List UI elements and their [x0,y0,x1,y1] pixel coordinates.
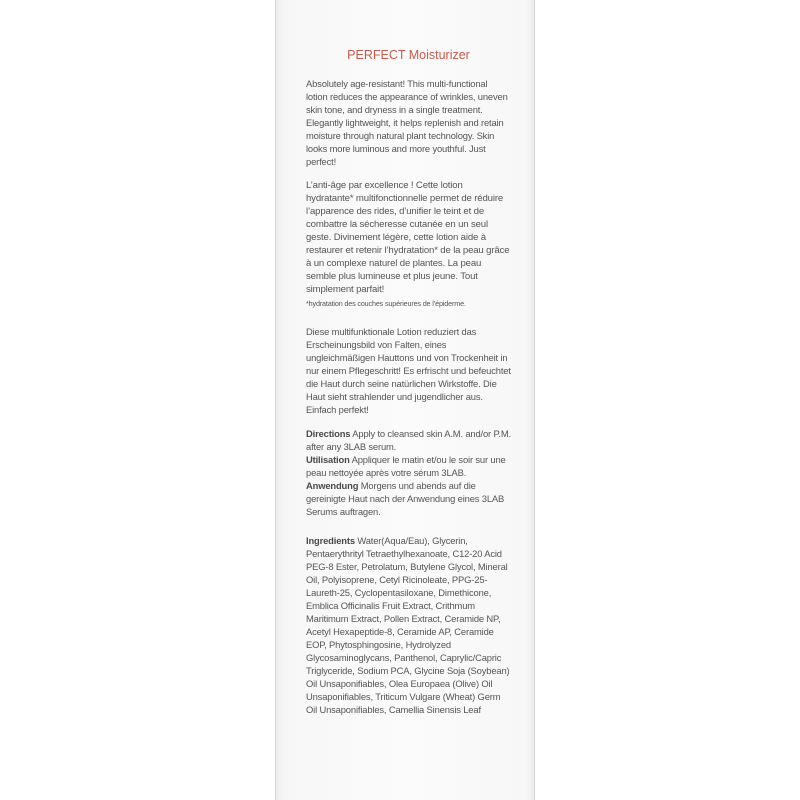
description-german: Diese multifunktionale Lotion reduziert das Erscheinungsbild von Falten, eines ungleichmäßigen Hauttons und von Trockenheit in nur einem Pflegeschritt! Es erfrischt und befeuchtet die Haut durch seine natürlichen Wirkstoffe. Die Haut sieht strahlender und jugendlicher aus. Einfach perfekt! [306,326,511,415]
label-text-area [306,48,511,716]
box-side-panel [275,0,535,800]
anwendung-label: Anwendung [306,480,359,491]
description-english: Absolutely age-resistant! This multi-functional lotion reduces the appearance of wrinkles, uneven skin tone, and dryness in a single treatment. Elegantly lightweight, it helps replenish and retain moisture through natural plant technology. Skin looks more luminous and more youthful. Just perfect! [306,78,508,167]
directions-german [306,479,511,518]
description-french: L’anti-âge par excellence ! Cette lotion hydratante* multifonctionnelle permet de réduire l’apparence des rides, d’unifier le teint et de combattre la sécheresse cutanée en un seul geste. Divinement légère, cette lotion aide à restaurer et retenir l’hydratation* de la peau grâce à un complexe naturel de plantes. La peau semble plus lumineuse et plus jeune. Tout simplement parfait! [306,180,510,295]
anwendung-text: Morgens und abends auf die gereinigte Haut nach der Anwendung eines 3LAB Serums auftragen. [306,480,505,517]
french-footnote: *hydratation des couches supérieures de l’épiderme. [306,299,466,308]
product-title: PERFECT Moisturizer [347,48,470,62]
ingredients-list [306,534,511,716]
directions-french [306,453,511,479]
directions-block [306,427,511,518]
directions-english [306,427,511,453]
ingredients-text: Water(Aqua/Eau), Glycerin, Pentaerythrityl Tetraethylhexanoate, C12-20 Acid PEG-8 Ester, Petrolatum, Butylene Glycol, Mineral Oil, Polyisoprene, Cetyl Ricinoleate, PPG-25-Laureth-25, Cyclopentasiloxane, Dimethicone, Emblica Officinalis Fruit Extract, Crithmum Maritimum Extract, Pollen Extract, Ceramide NP, Acetyl Hexapeptide-8, Ceramide AP, Ceramide EOP, Phytosphingosine, Hydrolyzed Glycosaminoglycans, Panthenol, Caprylic/Capric Triglyceride, Sodium PCA, Glycine Soja (Soybean) Oil Unsaponifiables, Olea Europaea (Olive) Oil Unsaponifiables, Triticum Vulgare (Wheat) Germ Oil Unsaponifiables, Camellia Sinensis Leaf [306,535,510,715]
directions-text: Apply to cleansed skin A.M. and/or P.M. after any 3LAB serum. [306,428,511,452]
ingredients-label: Ingredients [306,535,355,546]
utilisation-label: Utilisation [306,454,350,465]
directions-label: Directions [306,428,351,439]
utilisation-text: Appliquer le matin et/ou le soir sur une peau nettoyée après votre sérum 3LAB. [306,454,506,478]
